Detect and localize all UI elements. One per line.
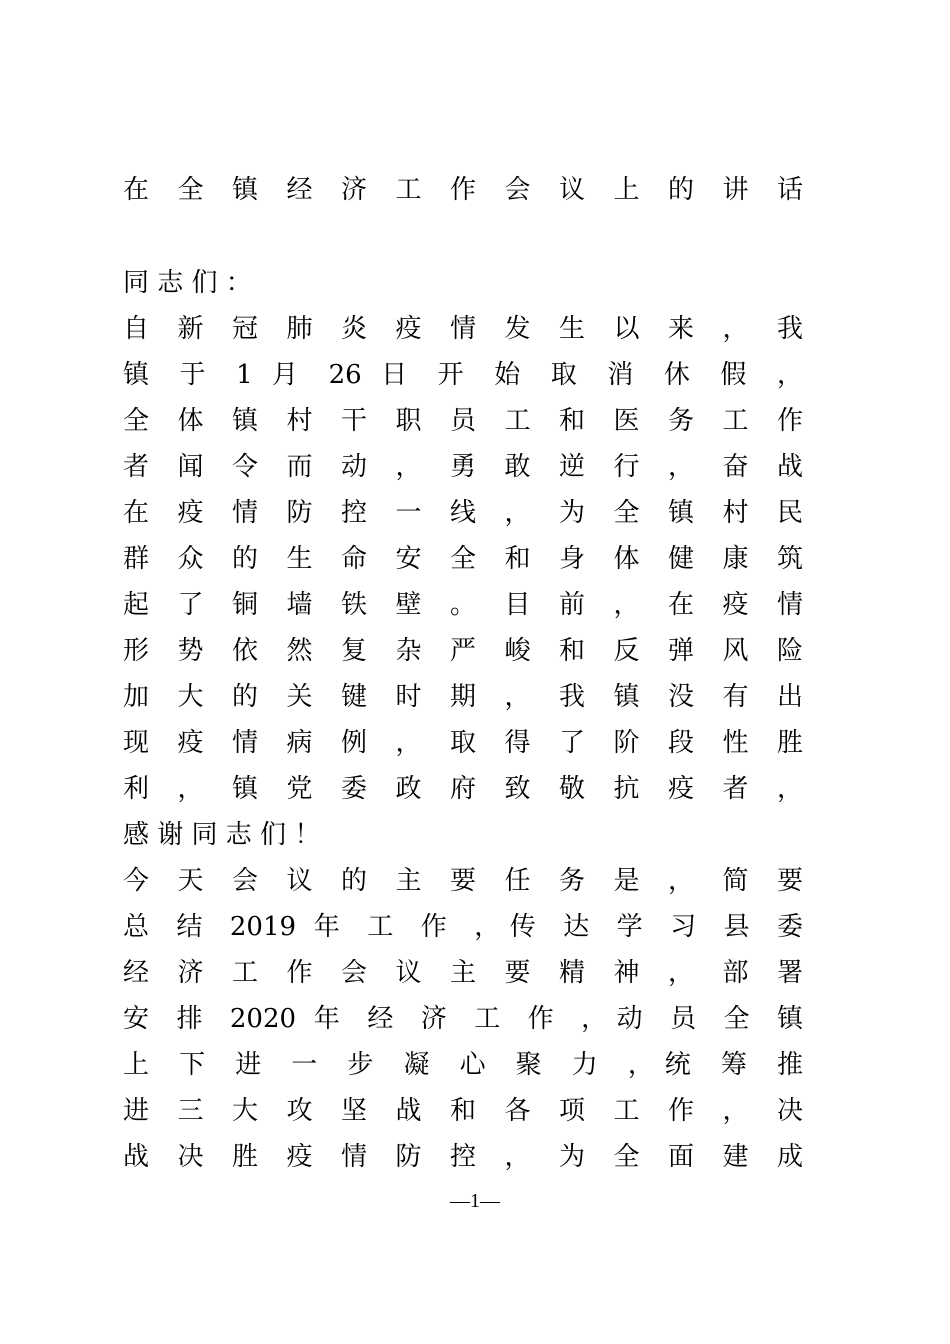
body-line: 经 济 工 作 会 议 主 要 精 神 ， 部 署 [123, 958, 803, 988]
body-line: 形 势 依 然 复 杂 严 峻 和 反 弹 风 险 [123, 636, 803, 666]
body-line: 全 体 镇 村 干 职 员 工 和 医 务 工 作 [123, 406, 803, 436]
body-line: 者 闻 令 而 动 ， 勇 敢 逆 行 ， 奋 战 [123, 452, 803, 482]
body-line: 现 疫 情 病 例 ， 取 得 了 阶 段 性 胜 [123, 728, 803, 758]
body-line: 今 天 会 议 的 主 要 任 务 是 ， 简 要 [123, 866, 803, 896]
document-title: 在 全 镇 经 济 工 作 会 议 上 的 讲 话 [123, 175, 803, 205]
body-line: 在 疫 情 防 控 一 线 ， 为 全 镇 村 民 [123, 498, 803, 528]
body-line: 战 决 胜 疫 情 防 控 ， 为 全 面 建 成 [123, 1142, 803, 1172]
salutation: 同 志 们 ： [123, 268, 252, 298]
body-line: 总 结 2019 年 工 作 ，传 达 学 习 县 委 [123, 912, 803, 942]
body-line: 安 排 2020 年 经 济 工 作 ，动 员 全 镇 [123, 1004, 803, 1034]
body-line: 上 下 进 一 步 凝 心 聚 力 ，统 筹 推 [123, 1050, 803, 1080]
body-line: 进 三 大 攻 坚 战 和 各 项 工 作 ， 决 [123, 1096, 803, 1126]
body-line: 镇 于 1 月 26 日 开 始 取 消 休 假 ， [123, 360, 803, 390]
body-line: 利 ， 镇 党 委 政 府 致 敬 抗 疫 者 ， [123, 774, 803, 804]
body-line: 感 谢 同 志 们 ！ [123, 820, 321, 850]
body-line: 加 大 的 关 键 时 期 ， 我 镇 没 有 出 [123, 682, 803, 712]
body-line: 自 新 冠 肺 炎 疫 情 发 生 以 来 ， 我 [123, 314, 803, 344]
body-line: 群 众 的 生 命 安 全 和 身 体 健 康 筑 [123, 544, 803, 574]
body-line: 起 了 铜 墙 铁 壁 。 目 前 ， 在 疫 情 [123, 590, 803, 620]
page-number: —1— [450, 1190, 500, 1212]
